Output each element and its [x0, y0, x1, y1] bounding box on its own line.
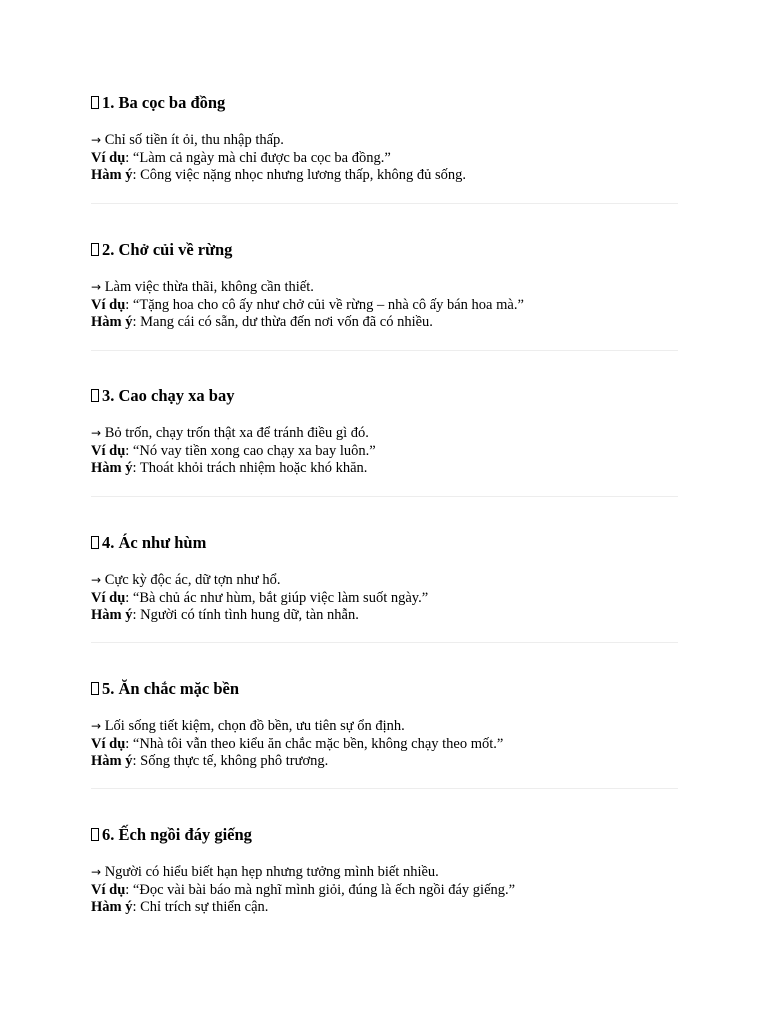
section-divider — [91, 203, 678, 204]
meaning-text: Người có tính tình hung dữ, tàn nhẫn. — [140, 607, 359, 624]
example-line: Ví dụ: “Nó vay tiền xong cao chạy xa bay luôn.” — [91, 442, 376, 459]
example-label: Ví dụ — [91, 149, 126, 166]
arrow-right-icon: → — [91, 865, 102, 879]
arrow-right-icon: → — [91, 426, 102, 440]
example-line: Ví dụ: “Làm cả ngày mà chỉ được ba cọc ba đồng.” — [91, 149, 391, 166]
idiom-entry — [91, 825, 678, 917]
meaning-label: Hàm ý — [91, 899, 133, 916]
arrow-right-icon: → — [91, 280, 102, 294]
entry-heading — [91, 93, 678, 113]
entry-body — [91, 718, 678, 771]
meaning-line: Hàm ý: Sống thực tế, không phô trương. — [91, 753, 329, 770]
idiom-entry — [91, 533, 678, 625]
meaning-line: Hàm ý: Chỉ trích sự thiển cận. — [91, 899, 269, 916]
arrow-right-icon: → — [91, 719, 102, 733]
meaning-label: Hàm ý — [91, 314, 133, 331]
definition-text: Người có hiểu biết hạn hẹp nhưng tưởng mình biết nhiều. — [104, 864, 439, 880]
example-line: Ví dụ: “Nhà tôi vẫn theo kiểu ăn chắc mặc bền, không chạy theo mốt.” — [91, 735, 504, 752]
example-text: “Làm cả ngày mà chỉ được ba cọc ba đồng.” — [132, 149, 391, 166]
meaning-label: Hàm ý — [91, 167, 133, 184]
definition-text: Làm việc thừa thãi, không cần thiết. — [104, 279, 314, 295]
missing-glyph-icon — [91, 96, 99, 109]
meaning-label: Hàm ý — [91, 460, 133, 477]
example-label: Ví dụ — [91, 735, 126, 752]
entry-body — [91, 572, 678, 625]
entry-heading — [91, 825, 678, 845]
entry-body — [91, 279, 678, 332]
example-text: “Bà chủ ác như hùm, bắt giúp việc làm suốt ngày.” — [132, 589, 429, 606]
meaning-line: Hàm ý: Thoát khỏi trách nhiệm hoặc khó khăn. — [91, 460, 368, 477]
idiom-entry — [91, 679, 678, 771]
idiom-entry — [91, 93, 678, 185]
entry-title: 4. Ác như hùm — [102, 533, 207, 552]
example-text: “Tặng hoa cho cô ấy như chở củi về rừng – nhà cô ấy bán hoa mà.” — [132, 296, 524, 313]
missing-glyph-icon — [91, 536, 99, 549]
definition-line — [91, 864, 678, 882]
meaning-line: Hàm ý: Mang cái có sẵn, dư thừa đến nơi vốn đã có nhiều. — [91, 314, 433, 331]
example-line: Ví dụ: “Đọc vài bài báo mà nghĩ mình giỏi, đúng là ếch ngồi đáy giếng.” — [91, 881, 516, 898]
definition-line — [91, 572, 678, 590]
section-divider — [91, 642, 678, 643]
section-divider — [91, 496, 678, 497]
example-text: “Nó vay tiền xong cao chạy xa bay luôn.” — [132, 442, 376, 459]
meaning-text: Thoát khỏi trách nhiệm hoặc khó khăn. — [139, 460, 368, 477]
meaning-label: Hàm ý — [91, 607, 133, 624]
section-divider — [91, 788, 678, 789]
example-line: Ví dụ: “Tặng hoa cho cô ấy như chở củi về rừng – nhà cô ấy bán hoa mà.” — [91, 296, 524, 313]
missing-glyph-icon — [91, 243, 99, 256]
meaning-line: Hàm ý: Công việc nặng nhọc nhưng lương thấp, không đủ sống. — [91, 167, 466, 184]
idiom-entry — [91, 386, 678, 478]
entry-title: 2. Chở củi về rừng — [102, 240, 233, 259]
definition-text: Chỉ số tiền ít ỏi, thu nhập thấp. — [104, 132, 284, 148]
missing-glyph-icon — [91, 682, 99, 695]
entry-body — [91, 132, 678, 185]
meaning-label: Hàm ý — [91, 753, 133, 770]
entry-heading — [91, 679, 678, 699]
entry-title: 5. Ăn chắc mặc bền — [102, 679, 240, 698]
meaning-text: Mang cái có sẵn, dư thừa đến nơi vốn đã có nhiều. — [140, 314, 433, 331]
example-line: Ví dụ: “Bà chủ ác như hùm, bắt giúp việc làm suốt ngày.” — [91, 589, 429, 606]
example-text: “Nhà tôi vẫn theo kiểu ăn chắc mặc bền, không chạy theo mốt.” — [132, 735, 504, 752]
definition-text: Lối sống tiết kiệm, chọn đồ bền, ưu tiên sự ổn định. — [104, 718, 405, 734]
definition-line — [91, 425, 678, 443]
entry-heading — [91, 240, 678, 260]
entry-heading — [91, 386, 678, 406]
definition-text: Cực kỳ độc ác, dữ tợn như hổ. — [104, 572, 281, 588]
missing-glyph-icon — [91, 389, 99, 402]
example-label: Ví dụ — [91, 589, 126, 606]
example-label: Ví dụ — [91, 881, 126, 898]
entry-body — [91, 864, 678, 917]
section-divider — [91, 350, 678, 351]
meaning-text: Chỉ trích sự thiển cận. — [140, 899, 269, 916]
example-text: “Đọc vài bài báo mà nghĩ mình giỏi, đúng là ếch ngồi đáy giếng.” — [132, 881, 516, 898]
meaning-line: Hàm ý: Người có tính tình hung dữ, tàn nhẫn. — [91, 607, 359, 624]
entry-heading — [91, 533, 678, 553]
entry-title: 3. Cao chạy xa bay — [102, 386, 235, 405]
meaning-text: Công việc nặng nhọc nhưng lương thấp, không đủ sống. — [140, 167, 466, 184]
missing-glyph-icon — [91, 828, 99, 841]
arrow-right-icon: → — [91, 573, 102, 587]
entry-body — [91, 425, 678, 478]
meaning-text: Sống thực tế, không phô trương. — [140, 753, 329, 770]
entry-title: 6. Ếch ngồi đáy giếng — [102, 825, 252, 844]
definition-text: Bỏ trốn, chạy trốn thật xa để tránh điều gì đó. — [104, 425, 369, 441]
example-label: Ví dụ — [91, 296, 126, 313]
definition-line — [91, 132, 678, 150]
idiom-entry — [91, 240, 678, 332]
definition-line — [91, 279, 678, 297]
arrow-right-icon: → — [91, 133, 102, 147]
example-label: Ví dụ — [91, 442, 126, 459]
definition-line — [91, 718, 678, 736]
entry-title: 1. Ba cọc ba đồng — [102, 93, 226, 112]
